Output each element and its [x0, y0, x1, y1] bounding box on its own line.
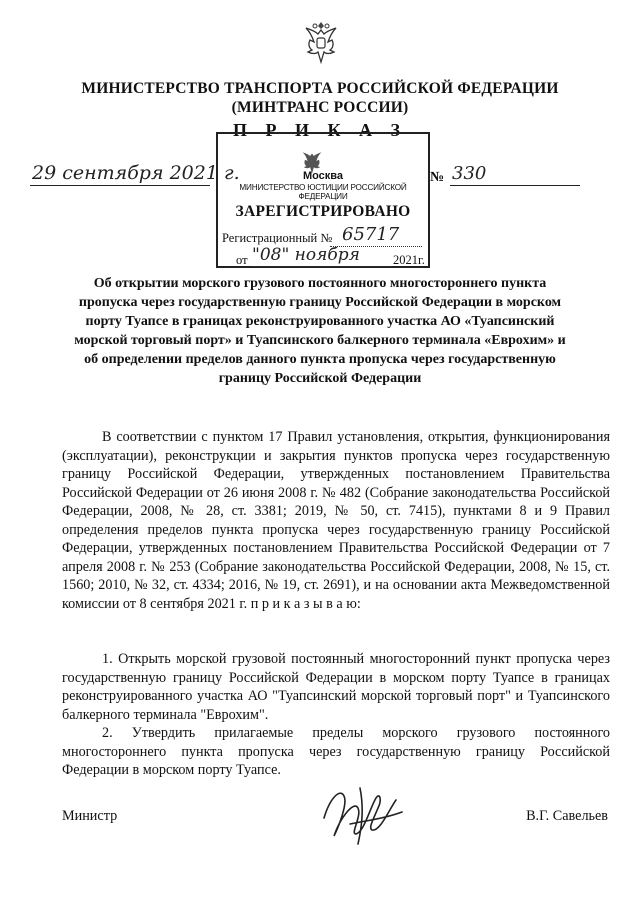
stamp-registered: ЗАРЕГИСТРИРОВАНО — [235, 203, 411, 220]
order-number: 330 — [452, 163, 487, 184]
stamp-regno-label: Регистрационный № — [222, 231, 333, 245]
signatory-name: В.Г. Савельев — [526, 808, 608, 824]
stamp-organization: МИНИСТЕРСТВО ЮСТИЦИИ РОССИЙСКОЙ ФЕДЕРАЦИИ — [239, 183, 407, 201]
stamp-regno: 65717 — [342, 224, 400, 245]
order-item-2: 2. Утвердить прилагаемые пределы морского грузового постоянного многостороннего пункта пропуска через государственную границу Российской Федерации в морском порту Туапсе. — [62, 725, 610, 778]
document-title: Об открытии морского грузового постоянного многостороннего пункта пропуска через государственную границу Российской Федерации в морском порту Туапсе в границах реконструированного участка АО «Туапсинский морской торговый порт» и Туапсинского балкерного терминала «Еврохим» и об определении пределов данного пункта пропуска через государственную границу Российской Федерации — [74, 276, 566, 386]
ministry-abbr: (МИНТРАНС РОССИИ) — [231, 99, 409, 116]
coat-of-arms-icon — [300, 18, 342, 66]
document-type: П Р И К А З — [232, 120, 408, 140]
preamble-paragraph: В соответствии с пунктом 17 Правил установления, открытия, функционирования (эксплуатации), реконструкции и закрытия пунктов пропуска через государственную границу Российской Федерации, утвержденных постановлением Правительства Российской Федерации от 26 июня 2008 г. № 482 (Собрание законодательства Российской Федерации, 2008, № 28, ст. 3381; 2019, № 50, ст. 7415), пунктами 8 и 9 Правил определения пределов пункта пропуска через государственную границу Российской Федерации, утвержденных постановлением Правительства Российской Федерации от 7 апреля 2008 г. № 253 (Собрание законодательства Российской Федерации, 2008, № 15, ст. 1560; 2010, № 32, ст. 4334; 2016, № 19, ст. 2691), и на основании акта Межведомственной комиссии от 8 сентября 2021 г. п р и к а з ы в а ю: — [62, 429, 610, 612]
order-items — [62, 650, 610, 780]
stamp-date-prefix: от — [236, 253, 248, 267]
handwritten-signature-icon — [310, 778, 410, 848]
order-date: 29 сентября 2021 г. — [32, 162, 240, 184]
stamp-date: "08" ноября — [252, 245, 360, 265]
stamp-year: 2021г. — [393, 253, 425, 267]
signatory-position: Министр — [62, 808, 118, 824]
number-underline — [450, 185, 580, 186]
stamp-city: Москва — [302, 170, 344, 182]
ministry-name: МИНИСТЕРСТВО ТРАНСПОРТА РОССИЙСКОЙ ФЕДЕРАЦИИ — [81, 80, 559, 97]
stamp-date-underline — [252, 266, 392, 267]
date-underline — [30, 185, 210, 186]
order-number-label: № — [430, 170, 445, 185]
order-item-1: 1. Открыть морской грузовой постоянный многосторонний пункт пропуска через государственную границу Российской Федерации в морском порту Туапсе в границах реконструированного участка АО "Туапсинский морской торговый порт" и Туапсинского балкерного терминала "Еврохим". — [62, 651, 610, 723]
